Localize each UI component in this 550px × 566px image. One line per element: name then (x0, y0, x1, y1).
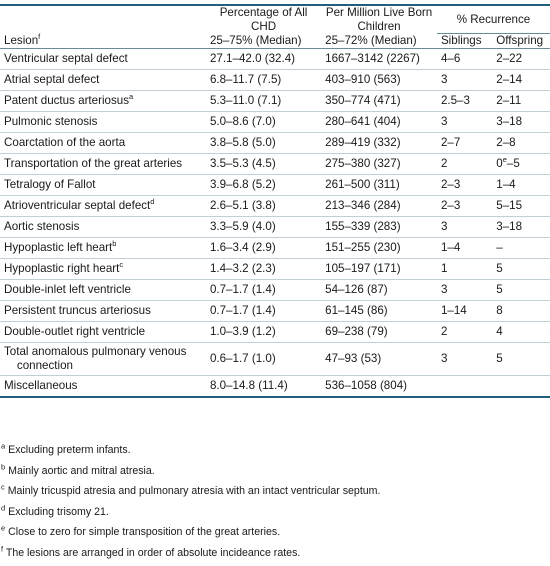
cell-percentage: 3.9–6.8 (5.2) (206, 175, 321, 196)
table-row (0, 154, 550, 175)
table-row (0, 175, 550, 196)
cell-percentage: 27.1–42.0 (32.4) (206, 49, 321, 70)
table-row (0, 133, 550, 154)
cell-siblings: 2 (437, 154, 492, 175)
cell-offspring: 3–18 (492, 112, 550, 133)
header-column-row (0, 34, 550, 49)
cell-siblings: 1–14 (437, 301, 492, 322)
table-row (0, 196, 550, 217)
footnote-mark: f (1, 544, 4, 554)
cell-percentage: 2.6–5.1 (3.8) (206, 196, 321, 217)
cell-offspring: 2–22 (492, 49, 550, 70)
header-blank (0, 6, 206, 34)
table-row (0, 322, 550, 343)
cell-percentage: 0.7–1.7 (1.4) (206, 280, 321, 301)
cell-offspring: 5 (492, 343, 550, 376)
lesion-footnote-mark: c (119, 260, 124, 270)
cell-per-million: 350–774 (471) (321, 91, 437, 112)
table-row (0, 217, 550, 238)
cell-offspring (492, 376, 550, 398)
table-row (0, 91, 550, 112)
cell-offspring: 3–18 (492, 217, 550, 238)
cell-offspring: 2–14 (492, 70, 550, 91)
cell-percentage: 5.3–11.0 (7.1) (206, 91, 321, 112)
cell-lesion: Hypoplastic left heart$^b$ (0, 238, 206, 259)
cell-siblings: 3 (437, 280, 492, 301)
header-group-percentage: Percentage of All CHD (219, 6, 308, 33)
cell-lesion: Transportation of the great arteries (0, 154, 206, 175)
cell-percentage: 0.6–1.7 (1.0) (206, 343, 321, 376)
cell-lesion: Double-outlet right ventricle (0, 322, 206, 343)
cell-lesion: Miscellaneous (0, 376, 206, 398)
cell-lesion: Pulmonic stenosis (0, 112, 206, 133)
cell-siblings: 1 (437, 259, 492, 280)
cell-siblings: 3 (437, 70, 492, 91)
cell-per-million: 275–380 (327) (321, 154, 437, 175)
header-pct-range: 25–75% (Median) (206, 34, 321, 49)
header-lesion-footnote-mark: f (38, 32, 41, 42)
table-row (0, 376, 550, 398)
header-offspring: Offspring (492, 34, 550, 49)
cell-lesion: Atrial septal defect (0, 70, 206, 91)
cell-lesion: Hypoplastic right heart$^c$ (0, 259, 206, 280)
cell-percentage: 1.6–3.4 (2.9) (206, 238, 321, 259)
footnote: $^a$ Excluding preterm infants. (1, 441, 131, 456)
table-row (0, 301, 550, 322)
cell-siblings: 2–7 (437, 133, 492, 154)
cell-siblings: 2.5–3 (437, 91, 492, 112)
cell-lesion: Patent ductus arteriosus$^a$ (0, 91, 206, 112)
cell-per-million: 1667–3142 (2267) (321, 49, 437, 70)
cell-siblings: 3 (437, 112, 492, 133)
cell-per-million: 403–910 (563) (321, 70, 437, 91)
header-siblings: Siblings (437, 34, 492, 49)
footnote-mark: a (1, 441, 6, 451)
cell-percentage: 3.8–5.8 (5.0) (206, 133, 321, 154)
cell-offspring: 5–15 (492, 196, 550, 217)
cell-percentage: 5.0–8.6 (7.0) (206, 112, 321, 133)
footnote-mark: d (1, 503, 6, 513)
footnote-mark: b (1, 462, 6, 472)
cell-siblings (437, 376, 492, 398)
header-group-recurrence: % Recurrence (437, 6, 550, 34)
cell-per-million: 151–255 (230) (321, 238, 437, 259)
cell-percentage: 8.0–14.8 (11.4) (206, 376, 321, 398)
cell-offspring: 2–11 (492, 91, 550, 112)
table-row (0, 112, 550, 133)
cell-siblings: 3 (437, 343, 492, 376)
cell-per-million: 155–339 (283) (321, 217, 437, 238)
footnote-mark: c (1, 482, 5, 492)
footnote: $^c$ Mainly tricuspid atresia and pulmonary atresia with an intact ventricular septum. (1, 482, 381, 498)
cell-lesion: Coarctation of the aorta (0, 133, 206, 154)
footnote-mark: e (1, 523, 6, 533)
cell-percentage: 6.8–11.7 (7.5) (206, 70, 321, 91)
cell-siblings: 4–6 (437, 49, 492, 70)
cell-per-million: 105–197 (171) (321, 259, 437, 280)
cell-lesion: Tetralogy of Fallot (0, 175, 206, 196)
footnote: $^f$ The lesions are arranged in order of absolute incideance rates. (1, 544, 301, 559)
cell-siblings: 2–3 (437, 175, 492, 196)
cell-offspring: – (492, 238, 550, 259)
cell-siblings: 2 (437, 322, 492, 343)
cell-per-million: 54–126 (87) (321, 280, 437, 301)
cell-lesion: Atrioventricular septal defect$^d$ (0, 196, 206, 217)
lesion-footnote-mark: a (129, 92, 134, 102)
cell-percentage: 1.0–3.9 (1.2) (206, 322, 321, 343)
cell-siblings: 1–4 (437, 238, 492, 259)
cell-percentage: 3.5–5.3 (4.5) (206, 154, 321, 175)
cell-per-million: 69–238 (79) (321, 322, 437, 343)
table-row (0, 343, 550, 376)
table-row (0, 280, 550, 301)
cell-per-million: 47–93 (53) (321, 343, 437, 376)
cell-per-million: 289–419 (332) (321, 133, 437, 154)
cell-lesion: Double-inlet left ventricle (0, 280, 206, 301)
header-group-row (0, 6, 550, 34)
table-row (0, 70, 550, 91)
cell-lesion: Ventricular septal defect (0, 49, 206, 70)
cell-offspring: 4 (492, 322, 550, 343)
cell-per-million: 213–346 (284) (321, 196, 437, 217)
cell-offspring: 0e–5 (492, 154, 550, 175)
cell-lesion: Total anomalous pulmonary venous connection (0, 343, 206, 376)
cell-per-million: 261–500 (311) (321, 175, 437, 196)
chd-incidence-table (0, 4, 550, 398)
cell-per-million: 536–1058 (804) (321, 376, 437, 398)
cell-offspring: 1–4 (492, 175, 550, 196)
footnote: $^d$ Excluding trisomy 21. (1, 503, 109, 518)
lesion-footnote-mark: d (150, 197, 155, 207)
cell-offspring: 2–8 (492, 133, 550, 154)
cell-per-million: 61–145 (86) (321, 301, 437, 322)
cell-lesion: Aortic stenosis (0, 217, 206, 238)
header-group-per-million: Per Million Live Born Children (325, 6, 433, 33)
cell-offspring: 8 (492, 301, 550, 322)
cell-siblings: 3 (437, 217, 492, 238)
lesion-footnote-mark: b (112, 239, 117, 249)
cell-offspring: 5 (492, 280, 550, 301)
table-row (0, 259, 550, 280)
cell-percentage: 0.7–1.7 (1.4) (206, 301, 321, 322)
table-row (0, 49, 550, 70)
footnote: $^b$ Mainly aortic and mitral atresia. (1, 462, 155, 477)
cell-per-million: 280–641 (404) (321, 112, 437, 133)
footnotes (0, 440, 550, 564)
footnote: $^e$ Close to zero for simple transposition of the great arteries. (1, 523, 281, 539)
header-lesion: Lesion$^f$ (0, 34, 206, 49)
cell-lesion: Persistent truncus arteriosus (0, 301, 206, 322)
cell-offspring: 5 (492, 259, 550, 280)
cell-siblings: 2–3 (437, 196, 492, 217)
header-pm-range: 25–72% (Median) (321, 34, 437, 49)
table-row (0, 238, 550, 259)
cell-percentage: 3.3–5.9 (4.0) (206, 217, 321, 238)
cell-percentage: 1.4–3.2 (2.3) (206, 259, 321, 280)
offspring-footnote-mark: e (502, 155, 507, 165)
